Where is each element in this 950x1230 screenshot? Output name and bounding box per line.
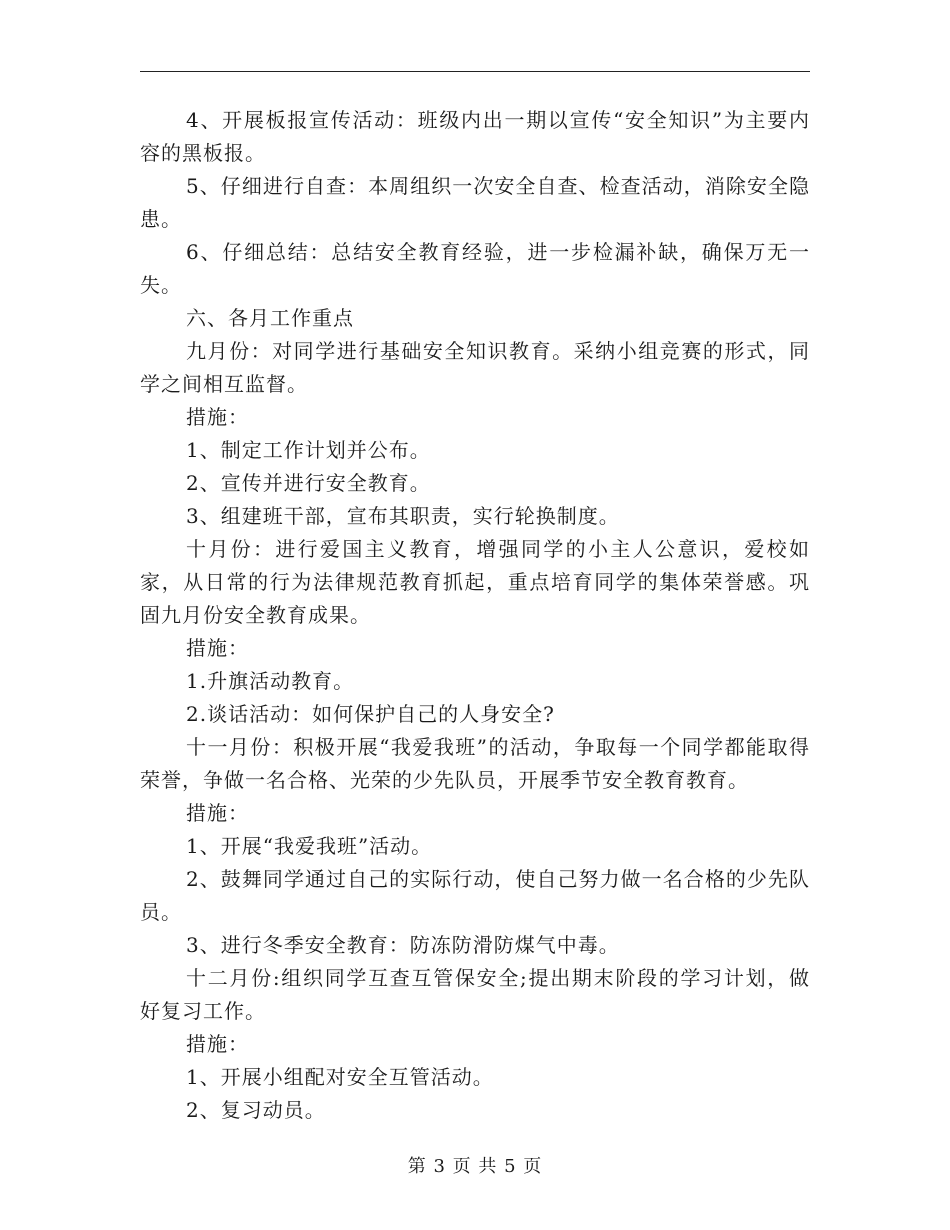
- page-number: 第 3 页 共 5 页: [407, 1156, 543, 1177]
- paragraph: 十二月份:组织同学互查互管保安全;提出期末阶段的学习计划，做好复习工作。: [140, 966, 810, 1023]
- measures-label: 措施：: [186, 636, 249, 660]
- list-item: 1、开展“我爱我班”活动。: [186, 834, 433, 858]
- header-rule: [140, 71, 810, 72]
- paragraph: 九月份：对同学进行基础安全知识教育。采纳小组竞赛的形式，同学之间相互监督。: [140, 339, 810, 396]
- list-item: 1、制定工作计划并公布。: [186, 438, 431, 462]
- list-item: 2、鼓舞同学通过自己的实际行动，使自己努力做一名合格的少先队员。: [140, 867, 810, 924]
- measures-label: 措施：: [186, 1032, 249, 1056]
- measures-label: 措施：: [186, 405, 249, 429]
- list-item: 2.谈话活动：如何保护自己的人身安全?: [186, 702, 555, 726]
- body-text: [140, 104, 810, 1127]
- list-item: 3、进行冬季安全教育：防冻防滑防煤气中毒。: [186, 933, 620, 957]
- paragraph: 4、开展板报宣传活动：班级内出一期以宣传“安全知识”为主要内容的黑板报。: [140, 108, 810, 165]
- list-item: 3、组建班干部，宣布其职责，实行轮换制度。: [186, 504, 620, 528]
- paragraph: 十一月份：积极开展“我爱我班”的活动，争取每一个同学都能取得荣誉，争做一名合格、光荣的少先队员，开展季节安全教育教育。: [140, 735, 810, 792]
- paragraph: 6、仔细总结：总结安全教育经验，进一步检漏补缺，确保万无一失。: [140, 240, 810, 297]
- paragraph: 十月份：进行爱国主义教育，增强同学的小主人公意识，爱校如家，从日常的行为法律规范教育抓起，重点培育同学的集体荣誉感。巩固九月份安全教育成果。: [140, 537, 810, 627]
- list-item: 1、开展小组配对安全互管活动。: [186, 1065, 494, 1089]
- paragraph: 5、仔细进行自查：本周组织一次安全自查、检查活动，消除安全隐患。: [140, 174, 810, 231]
- measures-label: 措施：: [186, 801, 249, 825]
- list-item: 1.升旗活动教育。: [186, 669, 355, 693]
- list-item: 2、复习动员。: [186, 1098, 326, 1122]
- list-item: 2、宣传并进行安全教育。: [186, 471, 431, 495]
- section-heading: 六、各月工作重点: [186, 306, 354, 330]
